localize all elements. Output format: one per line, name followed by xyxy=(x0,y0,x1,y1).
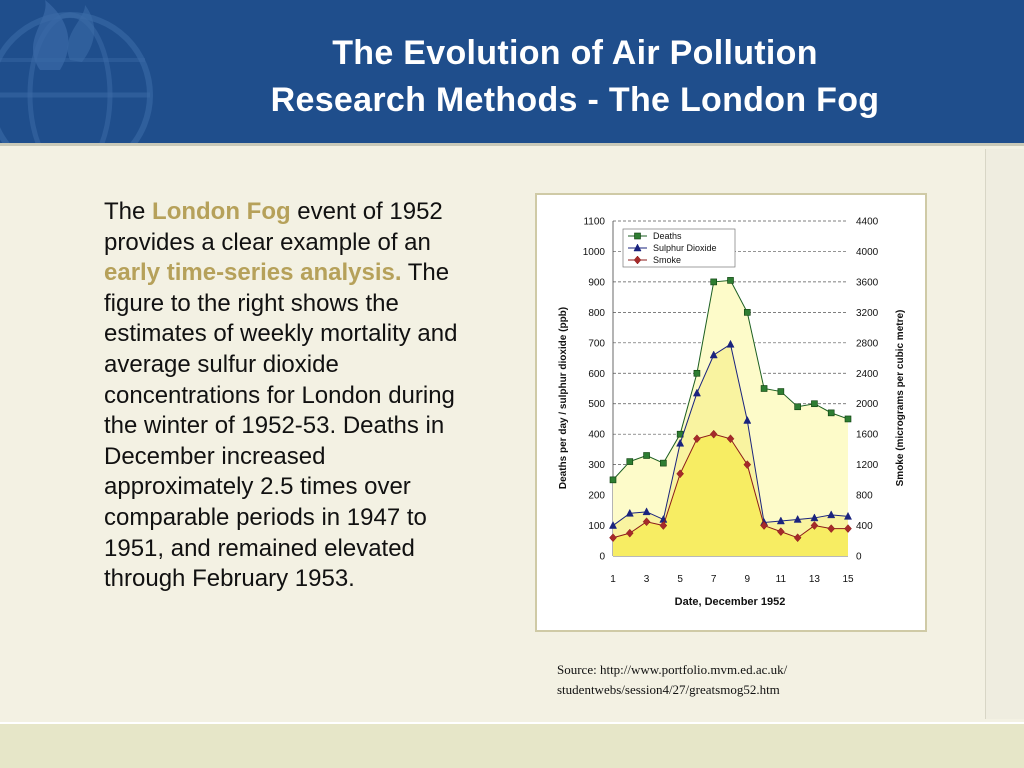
highlight-time-series: early time-series analysis. xyxy=(104,259,402,287)
y2-tick-label: 2000 xyxy=(856,399,879,411)
y2-tick-label: 400 xyxy=(856,521,873,533)
y-axis-label: Deaths per day / sulphur dioxide (ppb) xyxy=(558,306,569,490)
point-deaths xyxy=(744,309,750,315)
y-tick-label: 1000 xyxy=(582,246,605,258)
point-deaths xyxy=(610,477,616,483)
y2-tick-label: 800 xyxy=(856,490,873,502)
y2-tick-label: 2400 xyxy=(856,368,879,380)
y-tick-label: 300 xyxy=(588,460,605,472)
chart-legend xyxy=(623,229,735,267)
source-line-1: Source: http://www.portfolio.mvm.ed.ac.uk/ xyxy=(557,662,788,677)
y2-tick-label: 1600 xyxy=(856,429,879,441)
x-tick-label: 3 xyxy=(643,574,650,585)
source-line-2: studentwebs/session4/27/greatsmog52.htm xyxy=(557,682,780,697)
logo-icon xyxy=(0,0,180,146)
point-deaths xyxy=(845,416,851,422)
y-tick-label: 700 xyxy=(588,338,605,350)
title-bar xyxy=(0,0,1024,146)
x-tick-label: 15 xyxy=(842,574,854,585)
point-deaths xyxy=(828,410,834,416)
title-line-2: Research Methods - The London Fog xyxy=(270,81,880,119)
body-text-3: The figure to the right shows the estimates of weekly mortality and average sulfur dioxide concentrations for London during the winter of 1952-53. Deaths in December increased approximately 2.5 times over comparable periods in 1947 to 1951, and remained elevated through February 1953. xyxy=(104,259,458,593)
point-deaths xyxy=(728,277,734,283)
y-tick-label: 600 xyxy=(588,368,605,380)
x-axis-label: Date, December 1952 xyxy=(674,596,786,608)
chart-frame xyxy=(535,193,927,632)
y-tick-label: 100 xyxy=(588,521,605,533)
legend-label-deaths: Deaths xyxy=(653,231,682,241)
highlight-london-fog: London Fog xyxy=(152,198,291,225)
body-text-1: The xyxy=(104,198,153,225)
legend-marker-deaths xyxy=(635,233,641,239)
y2-tick-label: 2800 xyxy=(856,338,879,350)
legend-label-smoke: Smoke xyxy=(653,255,682,265)
y2-tick-label: 3600 xyxy=(856,277,879,289)
point-deaths xyxy=(644,453,650,459)
footer-band xyxy=(0,722,1024,768)
y-tick-label: 200 xyxy=(588,490,605,502)
point-deaths xyxy=(694,370,700,376)
source-citation xyxy=(557,660,887,700)
y2-axis-label: Smoke (micrograms per cubic metre) xyxy=(895,309,906,487)
point-deaths xyxy=(660,460,666,466)
point-deaths xyxy=(795,404,801,410)
x-tick-label: 1 xyxy=(610,574,616,585)
y2-tick-label: 0 xyxy=(856,551,862,563)
legend-label-sulphur-dioxide: Sulphur Dioxide xyxy=(653,243,717,253)
y2-tick-label: 4400 xyxy=(856,216,879,228)
y-tick-label: 800 xyxy=(588,307,605,319)
right-margin-stripe xyxy=(985,149,1024,719)
x-tick-label: 9 xyxy=(744,574,751,585)
point-deaths xyxy=(627,459,633,465)
point-deaths xyxy=(711,279,717,285)
body-text-2: event of 1952 provides a clear example of an xyxy=(104,198,443,256)
y-tick-label: 400 xyxy=(588,429,605,441)
y2-tick-label: 4000 xyxy=(856,246,879,258)
y-tick-label: 1100 xyxy=(583,216,605,228)
y-tick-label: 900 xyxy=(588,277,605,289)
x-tick-label: 11 xyxy=(775,574,787,585)
body-paragraph xyxy=(104,197,474,595)
page-title xyxy=(160,30,990,124)
x-tick-label: 5 xyxy=(677,574,683,585)
y-tick-label: 500 xyxy=(588,399,605,411)
title-line-1: The Evolution of Air Pollution xyxy=(332,34,818,72)
mortality-chart xyxy=(537,195,925,630)
x-tick-label: 13 xyxy=(808,574,820,585)
x-tick-label: 7 xyxy=(710,574,717,585)
point-deaths xyxy=(811,401,817,407)
y2-tick-label: 3200 xyxy=(856,307,879,319)
point-deaths xyxy=(778,389,784,395)
y-tick-label: 0 xyxy=(599,551,605,563)
y2-tick-label: 1200 xyxy=(856,460,879,472)
point-deaths xyxy=(761,386,767,392)
